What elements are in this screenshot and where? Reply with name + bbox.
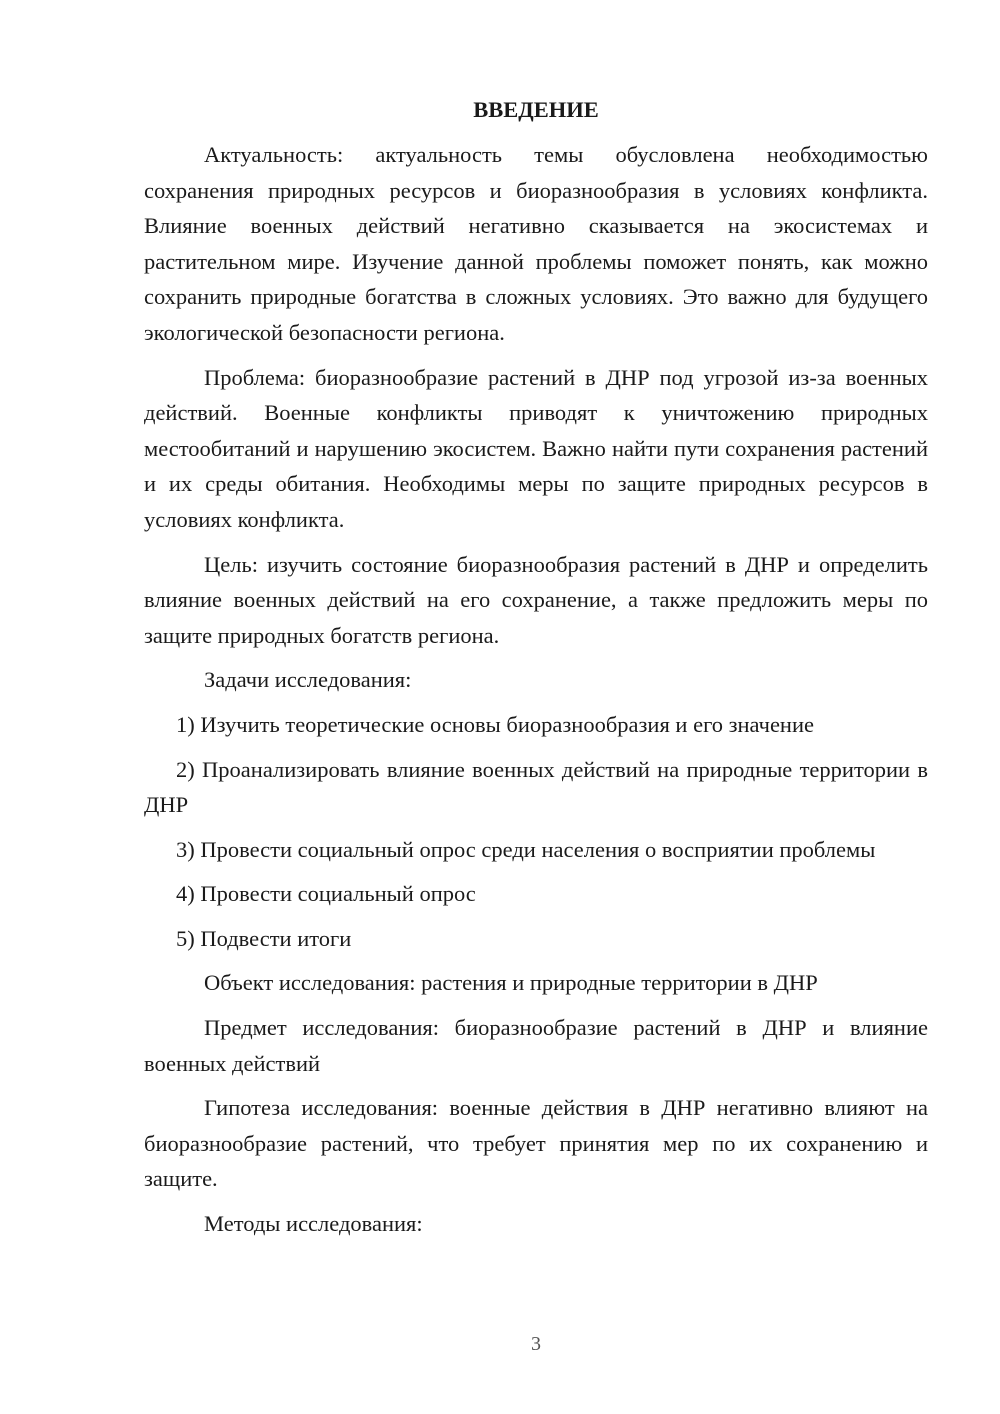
paragraph-object: Объект исследования: растения и природные территории в ДНР [204, 970, 818, 996]
section-title: ВВЕДЕНИЕ [473, 97, 599, 122]
task-item-3: 3) Провести социальный опрос среди населения о восприятии проблемы [176, 836, 876, 862]
paragraph-tasks-heading: Задачи исследования: [204, 667, 412, 693]
page-number: 3 [531, 1333, 541, 1355]
task-item-1: 1) Изучить теоретические основы биоразнообразия и его значение [176, 711, 814, 737]
task-item-4: 4) Провести социальный опрос [176, 881, 476, 907]
task-item-2: 2) Проанализировать влияние военных действий на природные территории в ДНР [144, 756, 928, 818]
paragraph-hypothesis: Гипотеза исследования: военные действия в ДНР негативно влияют на биоразнообразие растений, что требует принятия мер по их сохранению и защите. [144, 1095, 928, 1192]
paragraph-relevance: Актуальность: актуальность темы обусловлена необходимостью сохранения природных ресурсов и биоразнообразия в условиях конфликта. Влияние военных действий негативно сказывается на экосистемах и растительном мире. Изучение данной проблемы поможет понять, как можно сохранить природные богатства в сложных условиях. Это важно для будущего экологической безопасности региона. [144, 142, 928, 345]
document-page [144, 92, 928, 1251]
paragraph-problem: Проблема: биоразнообразие растений в ДНР под угрозой из-за военных действий. Военные конфликты приводят к уничтожению природных местообитаний и нарушению экосистем. Важно найти пути сохранения растений и их среды обитания. Необходимы меры по защите природных ресурсов в условиях конфликта. [144, 364, 928, 532]
paragraph-subject: Предмет исследования: биоразнообразие растений в ДНР и влияние военных действий [144, 1015, 928, 1076]
paragraph-methods: Методы исследования: [204, 1211, 423, 1237]
paragraph-goal: Цель: изучить состояние биоразнообразия растений в ДНР и определить влияние военных действий на его сохранение, а также предложить меры по защите природных богатств региона. [144, 551, 928, 648]
task-item-5: 5) Подвести итоги [176, 925, 352, 951]
